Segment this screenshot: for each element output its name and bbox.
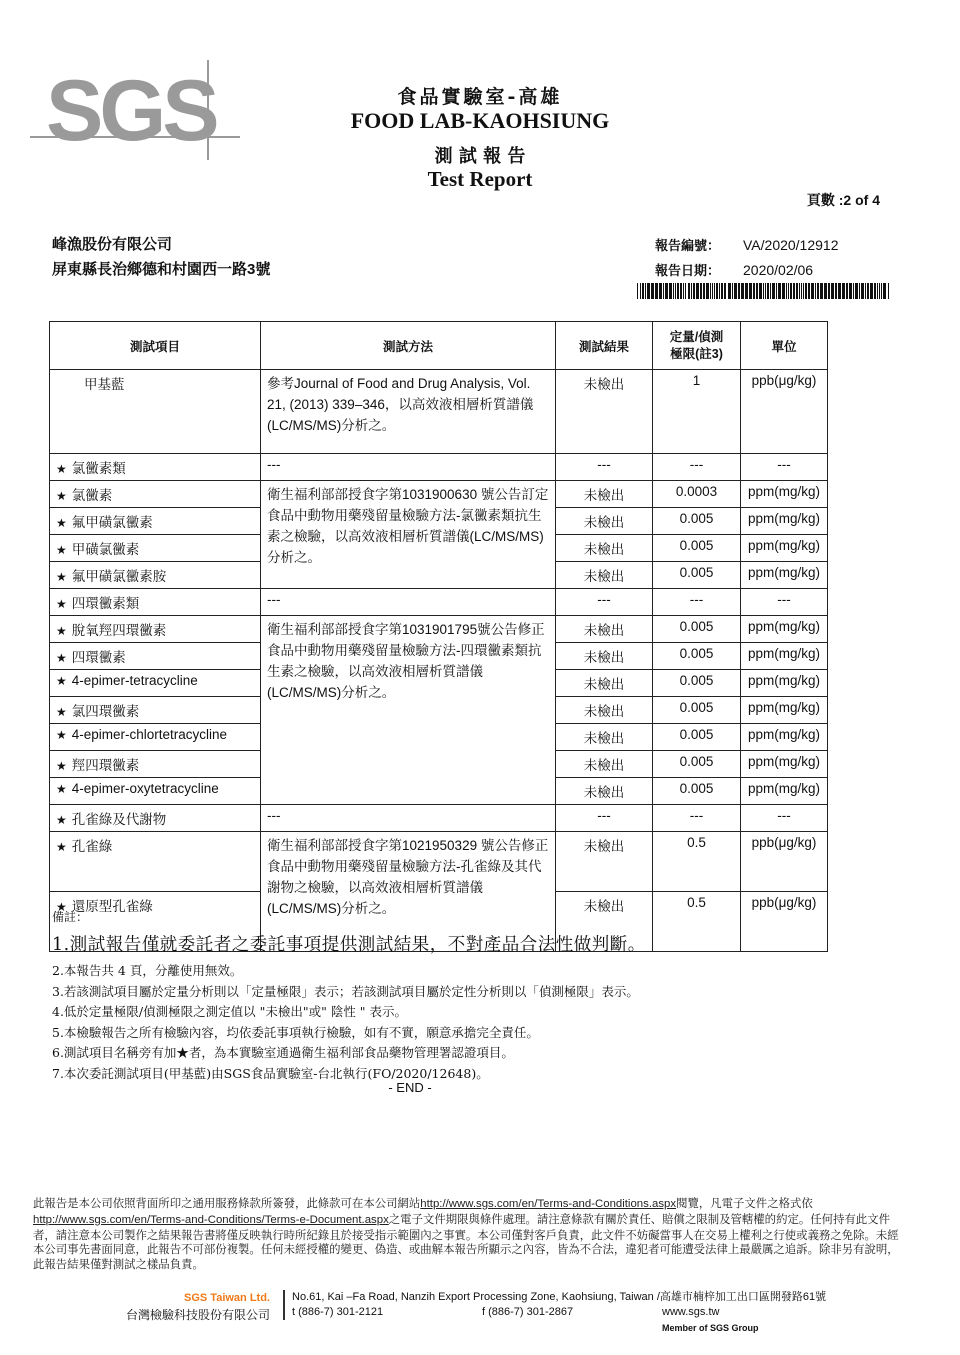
col-header-result: 測試結果 bbox=[556, 322, 653, 370]
barcode-bar bbox=[716, 283, 718, 299]
barcode-bar bbox=[706, 283, 709, 299]
table-row bbox=[50, 832, 828, 892]
disclaimer-text: 之電子文件期限與條件處理。請注意條款有關於責任、賠償之限制及管轄權的約定。任何持有此文件者，請注意本公司製作之結果報告書將僅反映執行時所紀錄且於接受指示範圍內之事實。本公司僅對客戶負責，此文件不妨礙當事人在交易上權利之行使或義務之免除。未經本公司事先書面同意，此報告不可部份複製。任何未經授權的變更、偽造、或曲解本報告所顯示之內容，皆為不合法，違犯者可能遭受法律上最嚴厲之追訴。除非另有說明，此報告結果僅對測試之樣品負責。 bbox=[33, 1211, 899, 1272]
barcode-bar bbox=[828, 283, 830, 299]
method-text: --- bbox=[261, 454, 556, 481]
barcode-bar bbox=[846, 283, 848, 299]
barcode-bar bbox=[703, 283, 705, 299]
barcode-bar bbox=[665, 283, 668, 299]
result-value: --- bbox=[556, 454, 653, 481]
barcode-bar bbox=[853, 283, 854, 299]
note-item: 4.低於定量極限/偵測極限之測定值以 "未檢出"或" 陰性 " 表示。 bbox=[52, 1004, 408, 1019]
footer-member: Member of SGS Group bbox=[662, 1323, 759, 1333]
barcode-bar bbox=[691, 283, 692, 299]
footer-tel: t (886-7) 301-2121 bbox=[292, 1306, 384, 1318]
limit-value: 0.005 bbox=[653, 697, 741, 724]
star-icon: ★ bbox=[56, 759, 67, 773]
star-icon: ★ bbox=[56, 516, 67, 530]
unit-value: ppm(mg/kg) bbox=[741, 562, 828, 589]
limit-value: --- bbox=[653, 454, 741, 481]
barcode-bar bbox=[778, 283, 781, 299]
unit-value: ppb(μg/kg) bbox=[741, 892, 828, 952]
sgs-logo bbox=[30, 60, 240, 160]
barcode-bar bbox=[815, 283, 816, 299]
result-value: 未檢出 bbox=[556, 832, 653, 892]
col-header-item: 測試項目 bbox=[50, 322, 261, 370]
barcode-bar bbox=[776, 283, 777, 299]
barcode-bar bbox=[790, 283, 792, 299]
barcode-bar bbox=[710, 283, 711, 299]
note-item: 6.測試項目名稱旁有加★者，為本實驗室通過衛生福利部食品藥物管理署認證項目。 bbox=[52, 1045, 514, 1060]
barcode-bar bbox=[685, 283, 686, 299]
unit-value: ppb(μg/kg) bbox=[741, 832, 828, 892]
star-icon: ★ bbox=[56, 597, 67, 611]
report-title-en: Test Report bbox=[427, 167, 533, 191]
footer-company bbox=[110, 1292, 270, 1323]
star-icon: ★ bbox=[56, 705, 67, 719]
item-name: 4-epimer-oxytetracycline bbox=[71, 781, 219, 796]
item-name: 甲基藍 bbox=[50, 370, 261, 454]
unit-value: ppb(μg/kg) bbox=[741, 370, 828, 454]
result-value: 未檢出 bbox=[556, 778, 653, 805]
barcode-bar bbox=[788, 283, 789, 299]
item-name: 氟甲磺氯黴素 bbox=[71, 515, 153, 530]
item-name: 4-epimer-chlortetracycline bbox=[71, 727, 228, 742]
result-value: 未檢出 bbox=[556, 370, 653, 454]
barcode-bar bbox=[647, 283, 650, 299]
unit-value: ppm(mg/kg) bbox=[741, 643, 828, 670]
result-value: 未檢出 bbox=[556, 562, 653, 589]
limit-value: --- bbox=[653, 805, 741, 832]
star-icon: ★ bbox=[56, 651, 67, 665]
limit-value: 0.005 bbox=[653, 508, 741, 535]
note-item: 3.若該測試項目屬於定量分析則以「定量極限」表示；若該測試項目屬於定性分析則以「偵測極限」表示。 bbox=[52, 983, 639, 999]
table-row bbox=[50, 370, 828, 454]
item-name: 脫氧羥四環黴素 bbox=[71, 623, 167, 638]
unit-value: ppm(mg/kg) bbox=[741, 508, 828, 535]
result-value: 未檢出 bbox=[556, 892, 653, 952]
table-row bbox=[50, 616, 828, 643]
barcode bbox=[637, 283, 891, 299]
item-name: 氯四環黴素 bbox=[71, 704, 140, 719]
star-icon: ★ bbox=[56, 813, 67, 827]
company-zh: 台灣檢驗科技股份有限公司 bbox=[125, 1308, 270, 1322]
disclaimer-text: 閱覽，凡電子文件之格式依 bbox=[676, 1196, 813, 1210]
barcode-bar bbox=[782, 283, 785, 299]
barcode-bar bbox=[738, 283, 740, 299]
item-name: 4-epimer-tetracycline bbox=[71, 673, 198, 688]
barcode-bar bbox=[734, 283, 737, 299]
barcode-bar bbox=[786, 283, 787, 299]
barcode-bar bbox=[675, 283, 676, 299]
barcode-bar bbox=[693, 283, 695, 299]
barcode-bar bbox=[817, 283, 819, 299]
barcode-bar bbox=[835, 283, 837, 299]
barcode-bar bbox=[714, 283, 715, 299]
barcode-bar bbox=[888, 283, 889, 299]
star-icon: ★ bbox=[56, 624, 67, 638]
report-no: VA/2020/12912 bbox=[743, 237, 839, 253]
result-value: 未檢出 bbox=[556, 697, 653, 724]
barcode-bar bbox=[745, 283, 748, 299]
col-header-method: 測試方法 bbox=[261, 322, 556, 370]
barcode-bar bbox=[637, 283, 638, 299]
barcode-bar bbox=[796, 283, 798, 299]
unit-value: ppm(mg/kg) bbox=[741, 697, 828, 724]
report-date-label: 報告日期： bbox=[655, 263, 721, 278]
barcode-bar bbox=[683, 283, 684, 299]
barcode-bar bbox=[728, 283, 731, 299]
barcode-bar bbox=[881, 283, 882, 299]
limit-value: 1 bbox=[653, 370, 741, 454]
barcode-bar bbox=[759, 283, 762, 299]
table-row bbox=[50, 481, 828, 508]
result-value: 未檢出 bbox=[556, 643, 653, 670]
group-name: 四環黴素類 bbox=[71, 596, 140, 611]
barcode-bar bbox=[688, 283, 690, 299]
unit-value: ppm(mg/kg) bbox=[741, 670, 828, 697]
item-name: 氟甲磺氯黴素胺 bbox=[71, 569, 167, 584]
barcode-bar bbox=[721, 283, 723, 299]
unit-value: ppm(mg/kg) bbox=[741, 535, 828, 562]
disclaimer bbox=[33, 1196, 910, 1272]
limit-value: 0.0003 bbox=[653, 481, 741, 508]
barcode-bar bbox=[696, 283, 699, 299]
method-text: 參考Journal of Food and Drug Analysis, Vol. 21, (2013) 339–346，以高效液相層析質譜儀(LC/MS/MS)分析之。 bbox=[261, 370, 556, 454]
star-icon: ★ bbox=[56, 782, 67, 796]
unit-value: ppm(mg/kg) bbox=[741, 751, 828, 778]
barcode-bar bbox=[719, 283, 720, 299]
limit-value: 0.005 bbox=[653, 616, 741, 643]
disclaimer-text: 此報告是本公司依照背面所印之通用服務條款所簽發，此條款可在本公司網站 bbox=[33, 1196, 421, 1210]
footer-fax: f (886-7) 301-2867 bbox=[482, 1306, 574, 1318]
unit-value: ppm(mg/kg) bbox=[741, 724, 828, 751]
report-meta bbox=[655, 233, 839, 283]
note-item: 1.測試報告僅就委託者之委託事項提供測試結果，不對產品合法性做判斷。 bbox=[52, 935, 646, 955]
barcode-bar bbox=[680, 283, 682, 299]
group-row bbox=[50, 805, 828, 832]
unit-value: ppm(mg/kg) bbox=[741, 778, 828, 805]
limit-value: 0.005 bbox=[653, 670, 741, 697]
client-name: 峰漁股份有限公司 bbox=[52, 236, 173, 253]
star-icon: ★ bbox=[56, 840, 67, 854]
group-row bbox=[50, 589, 828, 616]
unit-value: --- bbox=[741, 454, 828, 481]
method-text: --- bbox=[261, 589, 556, 616]
method-text: 衛生福利部部授食字第1031900630 號公告訂定食品中動物用藥殘留量檢驗方法-氯黴素類抗生素之檢驗，以高效液相層析質譜儀(LC/MS/MS)分析之。 bbox=[261, 481, 556, 589]
barcode-bar bbox=[663, 283, 664, 299]
report-title-zh: 測 試 報 告 bbox=[434, 146, 526, 167]
footer-address: No.61, Kai –Fa Road, Nanzih Export Processing Zone, Kaohsiung, Taiwan /高雄市楠梓加工出口區開發路61號 bbox=[292, 1291, 827, 1303]
terms-link[interactable]: http://www.sgs.com/en/Terms-and-Conditions.aspx bbox=[420, 1198, 677, 1210]
end-marker: - END - bbox=[388, 1080, 432, 1095]
barcode-bar bbox=[877, 283, 878, 299]
result-value: 未檢出 bbox=[556, 616, 653, 643]
barcode-bar bbox=[855, 283, 858, 299]
col-header-unit: 單位 bbox=[741, 322, 828, 370]
col-header-limit: 定量/偵測 極限(註3) bbox=[653, 322, 741, 370]
report-no-label: 報告編號： bbox=[655, 238, 721, 253]
barcode-bar bbox=[756, 283, 758, 299]
barcode-bar bbox=[700, 283, 702, 299]
table-header-row bbox=[50, 322, 828, 370]
barcode-bar bbox=[651, 283, 654, 299]
barcode-bar bbox=[820, 283, 823, 299]
result-value: 未檢出 bbox=[556, 670, 653, 697]
result-value: 未檢出 bbox=[556, 535, 653, 562]
note-item: 7.本次委託測試項目(甲基藍)由SGS食品實驗室-台北執行(FO/2020/12648)。 bbox=[52, 1065, 489, 1081]
barcode-bar bbox=[879, 283, 880, 299]
barcode-bar bbox=[870, 283, 873, 299]
limit-value: 0.005 bbox=[653, 778, 741, 805]
limit-value: 0.005 bbox=[653, 724, 741, 751]
barcode-bar bbox=[865, 283, 866, 299]
barcode-bar bbox=[824, 283, 827, 299]
group-row bbox=[50, 454, 828, 481]
barcode-bar bbox=[673, 283, 674, 299]
method-text: 衛生福利部部授食字第1031901795號公告修正食品中動物用藥殘留量檢驗方法-四環黴素類抗生素之檢驗，以高效液相層析質譜儀(LC/MS/MS)分析之。 bbox=[261, 616, 556, 805]
barcode-bar bbox=[655, 283, 658, 299]
note-item: 5.本檢驗報告之所有檢驗內容，均依委託事項執行檢驗，如有不實，願意承擔完全責任。 bbox=[52, 1024, 539, 1040]
barcode-bar bbox=[724, 283, 726, 299]
item-name: 孔雀綠 bbox=[71, 839, 113, 854]
e-document-link[interactable]: http://www.sgs.com/en/Terms-and-Conditions/Terms-e-Document.aspx bbox=[33, 1213, 389, 1226]
unit-value: --- bbox=[741, 589, 828, 616]
barcode-bar bbox=[811, 283, 814, 299]
barcode-bar bbox=[799, 283, 800, 299]
unit-value: ppm(mg/kg) bbox=[741, 481, 828, 508]
limit-value: --- bbox=[653, 589, 741, 616]
footer-web[interactable]: www.sgs.tw bbox=[662, 1306, 720, 1318]
barcode-bar bbox=[712, 283, 713, 299]
limit-value: 0.5 bbox=[653, 892, 741, 952]
footer-divider bbox=[283, 1290, 285, 1320]
barcode-bar bbox=[767, 283, 769, 299]
result-value: 未檢出 bbox=[556, 751, 653, 778]
barcode-bar bbox=[805, 283, 807, 299]
result-value: --- bbox=[556, 805, 653, 832]
barcode-bar bbox=[861, 283, 864, 299]
notes-section bbox=[52, 908, 912, 1084]
barcode-bar bbox=[772, 283, 775, 299]
barcode-bar bbox=[642, 283, 644, 299]
barcode-bar bbox=[765, 283, 766, 299]
barcode-bar bbox=[645, 283, 646, 299]
client-address: 屏東縣長治鄉德和村園西一路3號 bbox=[52, 261, 271, 278]
barcode-bar bbox=[741, 283, 744, 299]
star-icon: ★ bbox=[56, 674, 67, 688]
limit-value: 0.005 bbox=[653, 562, 741, 589]
barcode-bar bbox=[842, 283, 845, 299]
star-icon: ★ bbox=[56, 462, 67, 476]
barcode-bar bbox=[669, 283, 672, 299]
result-value: 未檢出 bbox=[556, 481, 653, 508]
star-icon: ★ bbox=[56, 900, 67, 914]
barcode-bar bbox=[849, 283, 852, 299]
limit-value: 0.005 bbox=[653, 535, 741, 562]
item-name: 四環黴素 bbox=[71, 650, 126, 665]
barcode-bar bbox=[859, 283, 860, 299]
barcode-bar bbox=[803, 283, 804, 299]
item-name: 還原型孔雀綠 bbox=[71, 899, 153, 914]
page-number: 頁數 :2 of 4 bbox=[806, 192, 880, 208]
barcode-bar bbox=[874, 283, 876, 299]
client-block bbox=[52, 232, 270, 282]
star-icon: ★ bbox=[56, 543, 67, 557]
footer-contact bbox=[292, 1290, 892, 1320]
barcode-bar bbox=[753, 283, 755, 299]
group-name: 孔雀綠及代謝物 bbox=[71, 812, 167, 827]
barcode-bar bbox=[763, 283, 764, 299]
limit-value: 0.5 bbox=[653, 832, 741, 892]
barcode-bar bbox=[838, 283, 841, 299]
group-name: 氯黴素類 bbox=[71, 461, 126, 476]
barcode-bar bbox=[677, 283, 679, 299]
lab-title-en: FOOD LAB-KAOHSIUNG bbox=[350, 108, 610, 133]
barcode-bar bbox=[801, 283, 802, 299]
note-item: 2.本報告共 4 頁，分離使用無效。 bbox=[52, 963, 243, 978]
barcode-bar bbox=[883, 283, 886, 299]
method-text: 衛生福利部部授食字第1021950329 號公告修正食品中動物用藥殘留量檢驗方法-孔雀綠及其代謝物之檢驗，以高效液相層析質譜儀(LC/MS/MS)分析之。 bbox=[261, 832, 556, 952]
result-value: --- bbox=[556, 589, 653, 616]
star-icon: ★ bbox=[56, 570, 67, 584]
barcode-bar bbox=[867, 283, 869, 299]
unit-value: ppm(mg/kg) bbox=[741, 616, 828, 643]
barcode-bar bbox=[808, 283, 810, 299]
barcode-bar bbox=[640, 283, 641, 299]
notes-label: 備註： bbox=[52, 910, 89, 924]
star-icon: ★ bbox=[56, 489, 67, 503]
item-name: 甲磺氯黴素 bbox=[71, 542, 140, 557]
result-value: 未檢出 bbox=[556, 724, 653, 751]
item-name: 羥四環黴素 bbox=[71, 758, 140, 773]
report-date: 2020/02/06 bbox=[743, 262, 814, 278]
results-table bbox=[49, 321, 828, 952]
unit-value: --- bbox=[741, 805, 828, 832]
barcode-bar bbox=[749, 283, 752, 299]
star-icon: ★ bbox=[56, 728, 67, 742]
barcode-bar bbox=[732, 283, 733, 299]
limit-value: 0.005 bbox=[653, 751, 741, 778]
barcode-bar bbox=[793, 283, 795, 299]
barcode-bar bbox=[831, 283, 834, 299]
company-en: SGS Taiwan Ltd. bbox=[184, 1292, 270, 1304]
limit-value: 0.005 bbox=[653, 643, 741, 670]
lab-title-zh: 食品實驗室-高雄 bbox=[397, 86, 563, 108]
barcode-bar bbox=[770, 283, 771, 299]
result-value: 未檢出 bbox=[556, 508, 653, 535]
method-text: --- bbox=[261, 805, 556, 832]
svg-text:SGS: SGS bbox=[46, 63, 216, 159]
item-name: 氯黴素 bbox=[71, 488, 113, 503]
barcode-bar bbox=[659, 283, 662, 299]
